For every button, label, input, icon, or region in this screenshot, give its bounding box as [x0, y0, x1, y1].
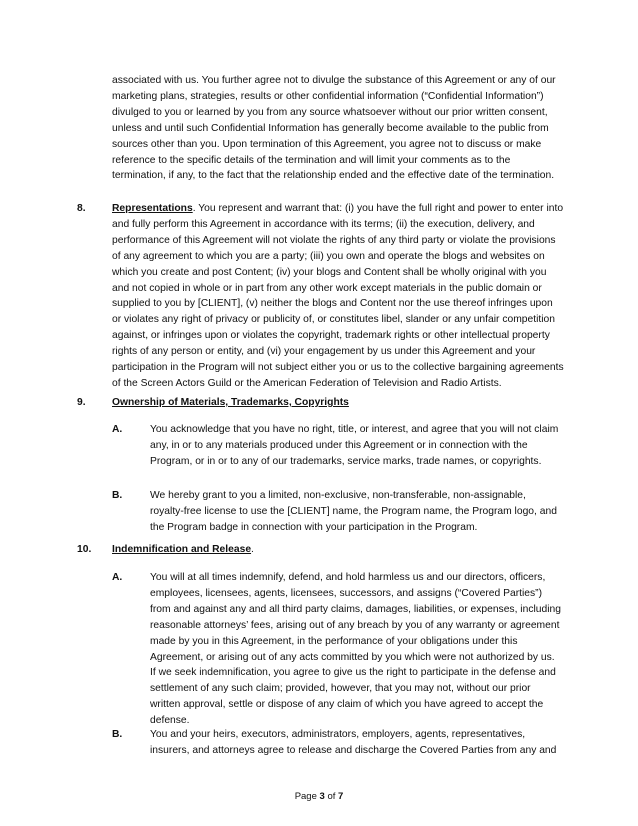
section-10a-paragraph: You will at all times indemnify, defend, and hold harmless us and our directors, officers, employees, licensees, agents, licensees, successors, and assigns (“Covered Parties”) from and against any and all third party claims, damages, liabilities, or expenses, including reasonable attorneys’ fees, arising out of any breach by you of any warranty or agreement made by you in this Agreement, in the performance of your obligations under this Agreement, or arising out of any acts committed by you which were not authorized by us. If we seek indemnification, you agree to give us the right to participate in the defense and settlement of any such claim; provided, however, that you may not, without our prior written approval, settle or dispose of any claim of which you have agreed to accept the defense. — [150, 572, 561, 727]
section-8-number: 8. — [77, 203, 86, 214]
footer-middle: of — [324, 791, 339, 802]
section-9a-label: A. — [112, 424, 123, 435]
section-8-heading-suffix: . — [192, 203, 196, 214]
footer-total-pages: 7 — [338, 791, 344, 802]
section-9-heading: Ownership of Materials, Trademarks, Copyrights — [112, 397, 349, 408]
section-9b-paragraph: We hereby grant to you a limited, non-exclusive, non-transferable, non-assignable, royalty-free license to use the [CLIENT] name, the Program name, the Program logo, and the Program badge in connection with your participation in the Program. — [150, 490, 557, 533]
section-10-heading-line — [112, 542, 564, 558]
section-9-number: 9. — [77, 397, 86, 408]
section-8-paragraph — [112, 201, 564, 392]
section-10-number: 10. — [77, 544, 92, 555]
section-8-text: You represent and warrant that: (i) you have the full right and power to enter into and fully perform this Agreement in accordance with its terms; (ii) the execution, delivery, and performance of this Agreement will not violate the rights of any third party or violate the provisions of any agreement to which you are a party; (iii) you own and operate the blogs and websites on which you create and post Content; (iv) your blogs and Content shall be wholly original with you and not copied in whole or in part from any other work except materials in the public domain or supplied to you by [CLIENT], (v) neither the blogs and Content nor the use thereof infringes upon or violates any right of privacy or publicity of, or constitutes libel, slander or any unfair competition against, or infringes upon or violates the copyright, trademark rights or other intellectual property rights of any person or entity, and (vi) your engagement by us under this Agreement and your participation in the Program will not subject either you or us to the collective bargaining agreements of the Screen Actors Guild or the American Federation of Television and Radio Artists. — [112, 203, 564, 389]
section-10b-label: B. — [112, 729, 123, 740]
section-8-heading: Representations — [112, 203, 193, 214]
section-9b-label: B. — [112, 490, 123, 501]
page-footer — [0, 791, 638, 802]
section-10a-label: A. — [112, 572, 123, 583]
section-10-heading-suffix: . — [251, 544, 254, 555]
section-10-heading: Indemnification and Release — [112, 544, 252, 555]
intro-paragraph: associated with us. You further agree not to divulge the substance of this Agreement or any of our marketing plans, strategies, results or other confidential information (“Confidential Information”) divulged to you or learned by you from any source whatsoever without our prior written consent, unless and until such Confidential Information has generally become available to the public from sources other than you. Upon termination of this Agreement, you agree not to discuss or make reference to the specific details of the termination and will limit your comments as to the termination, if any, to the fact that the relationship ended and the effective date of the termination. — [112, 75, 556, 182]
footer-prefix: Page — [294, 791, 320, 802]
footer-current-page: 3 — [319, 791, 325, 802]
section-10b-paragraph: You and your heirs, executors, administrators, employers, agents, representatives, insurers, and attorneys agree to release and discharge the Covered Parties from any and — [150, 729, 557, 756]
section-9a-paragraph: You acknowledge that you have no right, title, or interest, and agree that you will not claim any, in or to any materials produced under this Agreement or in connection with the Program, or in or to any of our trademarks, service marks, trade names, or copyrights. — [150, 424, 559, 467]
